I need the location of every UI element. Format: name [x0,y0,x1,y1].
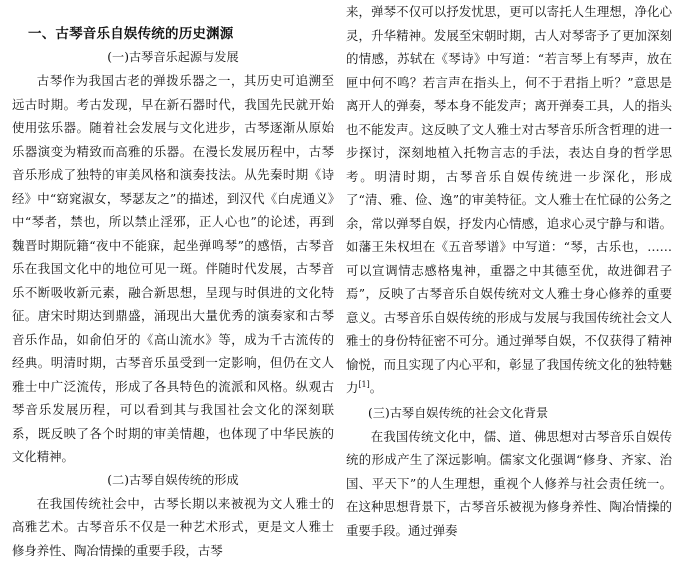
subsection-title-origin: (一)古琴音乐起源与发展 [12,46,334,69]
citation-reference: [1] [358,380,369,389]
paragraph-formation-continued [346,0,672,400]
subsection-title-formation: (二)古琴自娱传统的形成 [12,469,334,492]
paragraph-formation: 在我国传统社会中，古琴长期以来被视为文人雅士的高雅艺术。古琴音乐不仅是一种艺术形式，更是文人雅士修身养性、陶冶情操的重要手段，古琴 [12,492,334,562]
paragraph-origin: 古琴作为我国古老的弹拨乐器之一，其历史可追溯至远古时期。考古发现，早在新石器时代，我国先民就开始使用弦乐器。随着社会发展与文化进步，古琴逐渐从原始乐器演变为精致而高雅的乐器。在漫长发展历程中，古琴音乐形成了独特的审美风格和演奏技法。从先秦时期《诗经》中“窈窕淑女，琴瑟友之”的描述，到汉代《白虎通义》中“琴者，禁也，所以禁止淫邪，正人心也”的论述，再到魏晋时期阮籍“夜中不能寐，起坐弹鸣琴”的感悟，古琴音乐在我国文化中的地位可见一斑。伴随时代发展，古琴音乐不断吸收新元素，融合新思想，呈现与时俱进的文化特征。唐宋时期达到鼎盛，涌现出大量优秀的演奏家和古琴音乐作品，如俞伯牙的《高山流水》等，成为千古流传的经典。明清时期，古琴音乐虽受到一定影响，但仍在文人雅士中广泛流传，形成了各具特色的流派和风格。纵观古琴音乐发展历程，可以看到其与我国社会文化的深刻联系，既反映了各个时期的审美情趣，也体现了中华民族的文化精神。 [12,69,334,469]
subsection-title-background: (三)古琴自娱传统的社会文化背景 [346,402,672,425]
paragraph-background: 在我国传统文化中，儒、道、佛思想对古琴音乐自娱传统的形成产生了深远影响。儒家文化强调“修身、齐家、治国、平天下”的人生理想，重视个人修养与社会责任统一。在这种思想背景下，古琴音乐被视为修身养性、陶冶情操的重要手段。通过弹奏 [346,425,672,543]
paragraph-end-punctuation: 。 [370,380,382,395]
paragraph-formation-continued-text: 来，弹琴不仅可以抒发忧思，更可以寄托人生理想，净化心灵，升华精神。发展至宋朝时期，古人对琴寄予了更加深刻的情感，苏轼在《琴诗》中写道：“若言琴上有琴声，放在匣中何不鸣？若言声在指头上，何不于君指上听？”意思是离开人的弹奏，琴本身不能发声；离开弹奏工具，人的指头也不能发声。这反映了文人雅士对古琴音乐所含哲理的进一步探讨，深刻地植入托物言志的手法，表达自身的哲学思考。明清时期，古琴音乐自娱传统进一步深化，形成了“清、雅、俭、逸”的审美特征。文人雅士在忙碌的公务之余，常以弹琴自娱，抒发内心情感，追求心灵宁静与和谐。如藩王朱权坦在《五音琴谱》中写道：“琴，古乐也，……可以宣调情志感格鬼神，重器之中其德至优，故进御君子焉”，反映了古琴音乐自娱传统对文人雅士身心修养的重要意义。古琴音乐自娱传统的形成与发展与我国传统社会文人雅士的身份特征密不可分。通过弹琴自娱，不仅获得了精神愉悦，而且实现了内心平和，彰显了我国传统文化的独特魅力 [346,4,672,395]
right-column [346,0,672,542]
left-column [12,0,334,562]
section-title: 一、古琴音乐自娱传统的历史渊源 [28,22,334,42]
